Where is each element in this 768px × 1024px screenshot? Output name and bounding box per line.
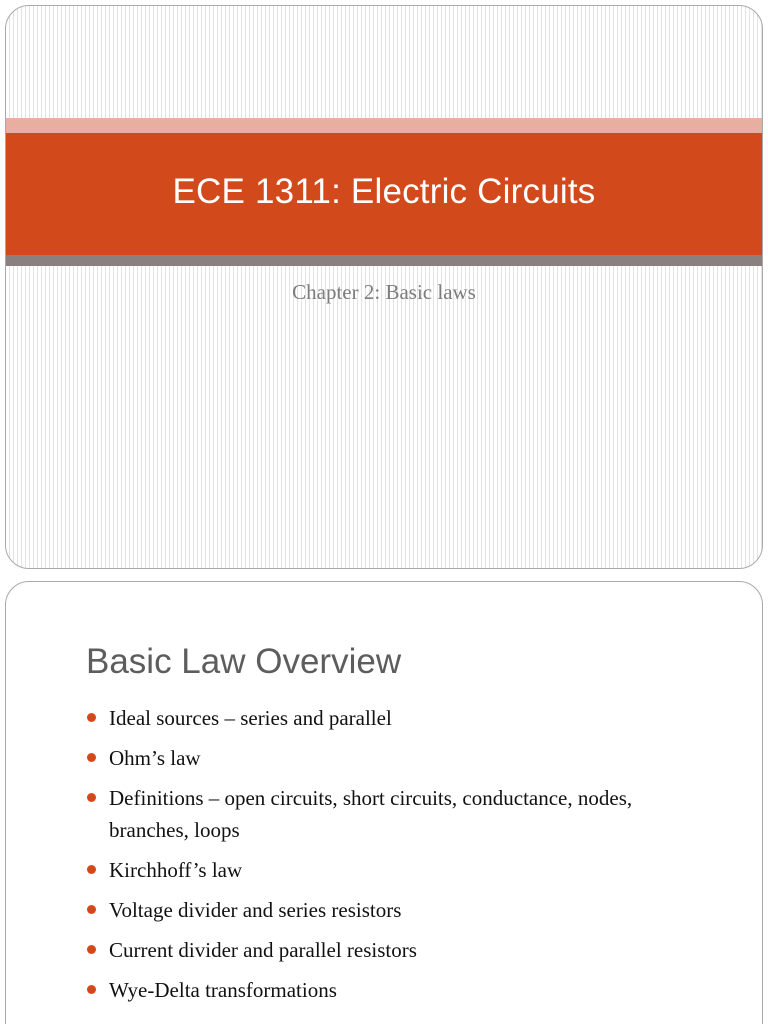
title-bottom-accent-band xyxy=(6,255,762,266)
list-item xyxy=(86,702,686,734)
title-banner xyxy=(6,133,762,255)
bullet-text: Definitions – open circuits, short circuits, conductance, nodes, branches, loops xyxy=(109,786,633,842)
overview-slide xyxy=(5,581,763,1024)
bullet-icon xyxy=(87,793,96,802)
slide-subtitle: Chapter 2: Basic laws xyxy=(292,280,476,304)
list-item xyxy=(86,934,686,966)
bullet-icon xyxy=(87,865,96,874)
bullet-text: Ohm’s law xyxy=(109,746,201,770)
list-item xyxy=(86,854,686,886)
bullet-text: Kirchhoff’s law xyxy=(109,858,243,882)
bullet-text: Ideal sources – series and parallel xyxy=(109,706,392,730)
bullet-icon xyxy=(87,713,96,722)
title-top-accent-band xyxy=(6,118,762,133)
title-slide xyxy=(5,5,763,569)
list-item xyxy=(86,974,686,1006)
bullet-icon xyxy=(87,945,96,954)
bullet-text: Current divider and parallel resistors xyxy=(109,938,417,962)
overview-title: Basic Law Overview xyxy=(86,642,402,681)
list-item xyxy=(86,742,686,774)
bullet-text: Voltage divider and series resistors xyxy=(109,898,402,922)
slide-title: ECE 1311: Electric Circuits xyxy=(172,172,596,211)
bullet-icon xyxy=(87,985,96,994)
bullet-icon xyxy=(87,905,96,914)
bullet-text: Wye-Delta transformations xyxy=(109,978,337,1002)
list-item xyxy=(86,894,686,926)
bullet-icon xyxy=(87,753,96,762)
list-item xyxy=(86,782,686,846)
overview-bullet-list xyxy=(86,702,686,1014)
